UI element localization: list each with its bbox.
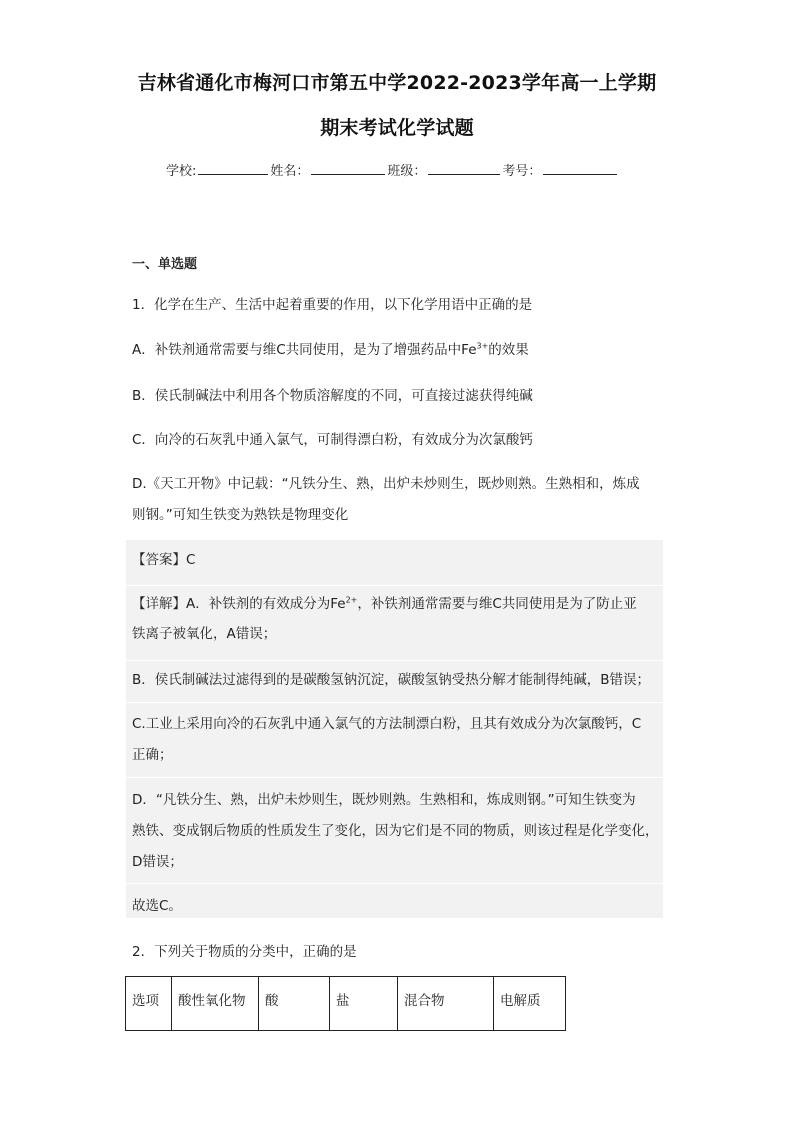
explanation-line-5: 正确； <box>132 747 173 763</box>
class-blank <box>428 160 500 175</box>
student-info-row <box>166 160 619 179</box>
section-heading: 一、单选题 <box>132 257 198 272</box>
table-header-cell: 酸性氧化物 <box>172 977 259 1031</box>
answer-divider <box>126 883 663 884</box>
explanation-line-2: 铁离子被氧化，A错误； <box>132 626 277 642</box>
school-blank <box>198 160 268 175</box>
answer-divider <box>126 702 663 703</box>
school-label: 学校: <box>166 164 197 179</box>
table-header-cell: 酸 <box>259 977 330 1031</box>
table-header-cell: 电解质 <box>494 977 566 1031</box>
answer-divider <box>126 777 663 778</box>
name-label: 姓名： <box>270 164 310 179</box>
exam-number-label: 考号： <box>502 164 542 179</box>
table-header-cell: 选项 <box>126 977 172 1031</box>
question-1-option-b: B．侯氏制碱法中利用各个物质溶解度的不同，可直接过滤获得纯碱 <box>132 388 533 404</box>
answer-label: 【答案】C <box>132 552 196 568</box>
explanation-line-1 <box>132 592 637 612</box>
question-1-option-a <box>132 338 529 358</box>
question-2-stem: 2．下列关于物质的分类中，正确的是 <box>132 944 357 960</box>
answer-divider <box>126 585 663 586</box>
exam-title-line2: 期末考试化学试题 <box>320 117 474 139</box>
table-header-row <box>126 977 566 1031</box>
explanation-line-8: D错误； <box>132 854 183 870</box>
exam-title-line1: 吉林省通化市梅河口市第五中学2022-2023学年高一上学期 <box>137 72 657 94</box>
explanation-charge: 2+ <box>345 595 358 605</box>
exam-number-blank <box>543 160 617 175</box>
option-a-charge: 3+ <box>476 341 489 351</box>
class-label: 班级： <box>387 164 427 179</box>
table-header-cell: 混合物 <box>398 977 494 1031</box>
explanation-line-7: 熟铁、变成钢后物质的性质发生了变化，因为它们是不同的物质，则该过程是化学变化， <box>132 823 659 839</box>
option-a-text: A．补铁剂通常需要与维C共同使用，是为了增强药品中Fe <box>132 342 477 358</box>
question-2-table <box>125 976 566 1031</box>
explanation-text: 【详解】A．补铁剂的有效成分为Fe <box>132 596 346 612</box>
explanation-text-end: ，补铁剂通常需要与维C共同使用是为了防止亚 <box>357 596 637 612</box>
question-1-option-d-line2: 则钢。”可知生铁变为熟铁是物理变化 <box>132 507 349 523</box>
table-header-cell: 盐 <box>330 977 398 1031</box>
name-blank <box>311 160 385 175</box>
explanation-line-3: B．侯氏制碱法过滤得到的是碳酸氢钠沉淀，碳酸氢钠受热分解才能制得纯碱，B错误； <box>132 672 651 688</box>
explanation-line-9: 故选C。 <box>132 898 182 914</box>
question-1-option-c: C．向冷的石灰乳中通入氯气，可制得漂白粉，有效成分为次氯酸钙 <box>132 432 533 448</box>
question-1-option-d-line1: D.《天工开物》中记载：“凡铁分生、熟，出炉未炒则生，既炒则熟。生熟相和，炼成 <box>132 476 640 492</box>
option-a-text-end: 的效果 <box>488 342 529 358</box>
explanation-line-4: C.工业上采用向冷的石灰乳中通入氯气的方法制漂白粉，且其有效成分为次氯酸钙，C <box>132 716 642 732</box>
explanation-line-6: D．“凡铁分生、熟，出炉未炒则生，既炒则熟。生熟相和，炼成则钢。”可知生铁变为 <box>132 792 636 808</box>
question-1-stem: 1．化学在生产、生活中起着重要的作用，以下化学用语中正确的是 <box>132 297 533 313</box>
answer-divider <box>126 660 663 661</box>
